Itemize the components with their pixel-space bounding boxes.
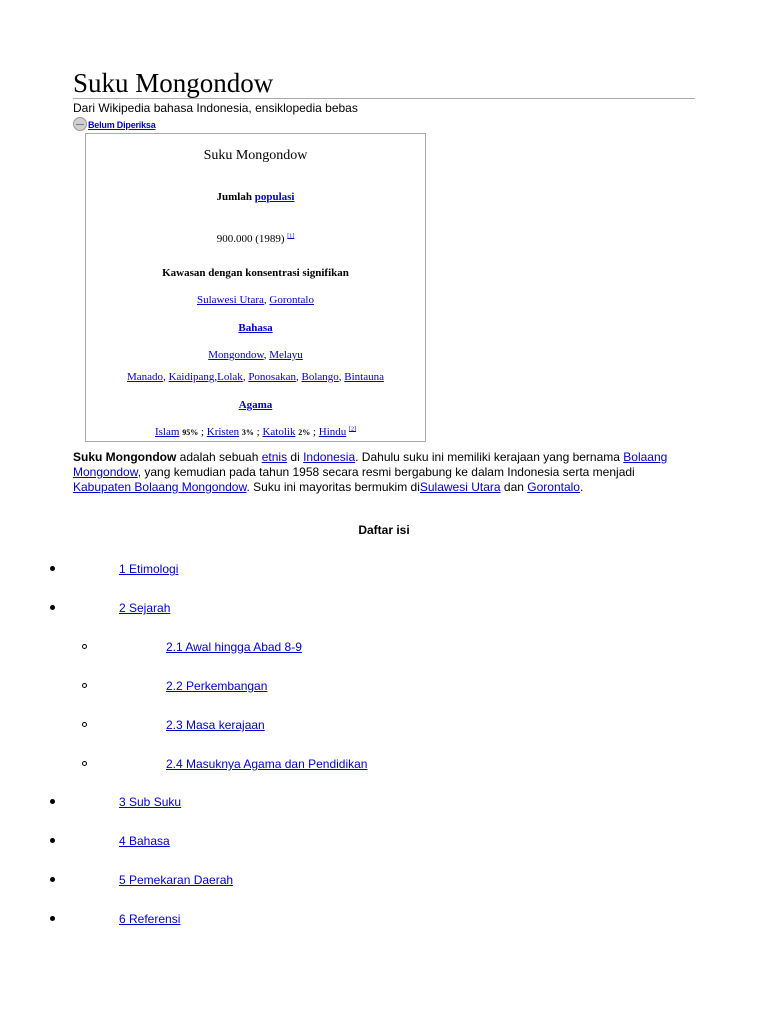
link-sulawesi-utara[interactable]: Sulawesi Utara (419, 480, 501, 494)
infobox-population-heading (86, 191, 425, 203)
lead-subject: Suku Mongondow (73, 450, 177, 464)
bullet-icon (82, 761, 87, 766)
toc-link[interactable]: 5 Pemekaran Daerah (119, 873, 234, 887)
infobox-title: Suku Mongondow (203, 148, 308, 163)
page-title: Suku Mongondow (73, 68, 274, 98)
link-indonesia[interactable]: Indonesia (303, 450, 356, 464)
bullet-icon (50, 877, 55, 882)
link-etnis[interactable]: etnis (261, 450, 288, 464)
bullet-icon (50, 605, 55, 610)
language-link[interactable]: Bolango (301, 371, 339, 383)
review-status-link[interactable]: Belum Diperiksa (88, 120, 156, 130)
religion-link[interactable]: Katolik (262, 426, 296, 438)
infobox-languages-line-2: Manado, Kaidipang,Lolak, Ponosakan, Bolango, Bintauna (127, 371, 384, 383)
infobox-languages-line-1: Mongondow, Melayu (208, 349, 303, 361)
toc-link[interactable]: 2 Sejarah (119, 601, 171, 615)
toc-link[interactable]: 1 Etimologi (119, 562, 179, 576)
link-kabupaten-bolaang-mongondow[interactable]: Kabupaten Bolaang Mongondow (73, 480, 247, 494)
religion-link[interactable]: Kristen (206, 426, 240, 438)
infobox (85, 133, 426, 442)
infobox-religion-heading (86, 399, 425, 411)
population-label: Jumlah (216, 191, 252, 203)
bullet-icon (50, 799, 55, 804)
language-link[interactable]: Mongondow (208, 349, 264, 361)
religion-link[interactable]: Hindu (318, 426, 347, 438)
bullet-icon (82, 644, 87, 649)
religion-reference-link[interactable]: [2] (349, 426, 357, 433)
infobox-regions: Sulawesi Utara, Gorontalo (196, 294, 314, 306)
religion-link[interactable]: Islam (154, 426, 180, 438)
religion-heading-link[interactable]: Agama (238, 399, 273, 411)
language-link[interactable]: Bintauna (344, 371, 384, 383)
toc-link[interactable]: 2.3 Masa kerajaan (166, 718, 265, 732)
title-divider (73, 98, 695, 99)
language-link[interactable]: Lolak (217, 371, 243, 383)
toc-link[interactable]: 3 Sub Suku (119, 795, 182, 809)
toc-link[interactable]: 6 Referensi (119, 912, 181, 926)
language-link[interactable]: Melayu (269, 349, 303, 361)
religion-percentage: 2% (298, 428, 311, 437)
link-gorontalo[interactable]: Gorontalo (527, 480, 580, 494)
toc-link[interactable]: 2.4 Masuknya Agama dan Pendidikan (166, 757, 368, 771)
bullet-icon (82, 722, 87, 727)
toc-link[interactable]: 2.2 Perkembangan (166, 679, 268, 693)
toc-title: Daftar isi (358, 523, 410, 537)
language-link[interactable]: Manado (127, 371, 164, 383)
unreviewed-icon (73, 117, 87, 131)
lead-paragraph: Suku Mongondow adalah sebuah etnis di Indonesia. Dahulu suku ini memiliki kerajaan yang bernama Bolaang Mongondow, yang kemudian pada tahun 1958 secara resmi bergabung ke dalam Indonesia serta menjadi Kabupaten Bolaang Mongondow. Suku ini mayoritas bermukim diSulawesi Utara dan Gorontalo. (73, 450, 668, 494)
infobox-religions: Islam 95% ; Kristen 3% ; Katolik 2% ; Hindu [2] (154, 426, 357, 438)
population-reference-link[interactable]: [1] (287, 233, 295, 240)
religion-percentage: 95% (182, 428, 199, 437)
site-tagline: Dari Wikipedia bahasa Indonesia, ensiklopedia bebas (73, 101, 358, 115)
population-link[interactable]: populasi (254, 191, 295, 203)
language-link[interactable]: Ponosakan (248, 371, 296, 383)
bullet-icon (50, 838, 55, 843)
religion-percentage: 3% (241, 428, 254, 437)
bullet-icon (82, 683, 87, 688)
bullet-icon (50, 566, 55, 571)
language-link[interactable]: Kaidipang (168, 371, 215, 383)
language-heading-link[interactable]: Bahasa (238, 322, 273, 334)
bullet-icon (50, 916, 55, 921)
region-link[interactable]: Sulawesi Utara (196, 294, 264, 306)
toc-link[interactable]: 2.1 Awal hingga Abad 8-9 (166, 640, 302, 654)
link-bolaang-mongondow[interactable]: Bolaang Mongondow (73, 450, 668, 479)
infobox-language-heading (86, 322, 425, 334)
region-link[interactable]: Gorontalo (269, 294, 314, 306)
infobox-regions-heading: Kawasan dengan konsentrasi signifikan (162, 267, 349, 279)
toc-link[interactable]: 4 Bahasa (119, 834, 170, 848)
infobox-population-value (86, 233, 425, 245)
population-value: 900.000 (1989) (216, 233, 285, 245)
